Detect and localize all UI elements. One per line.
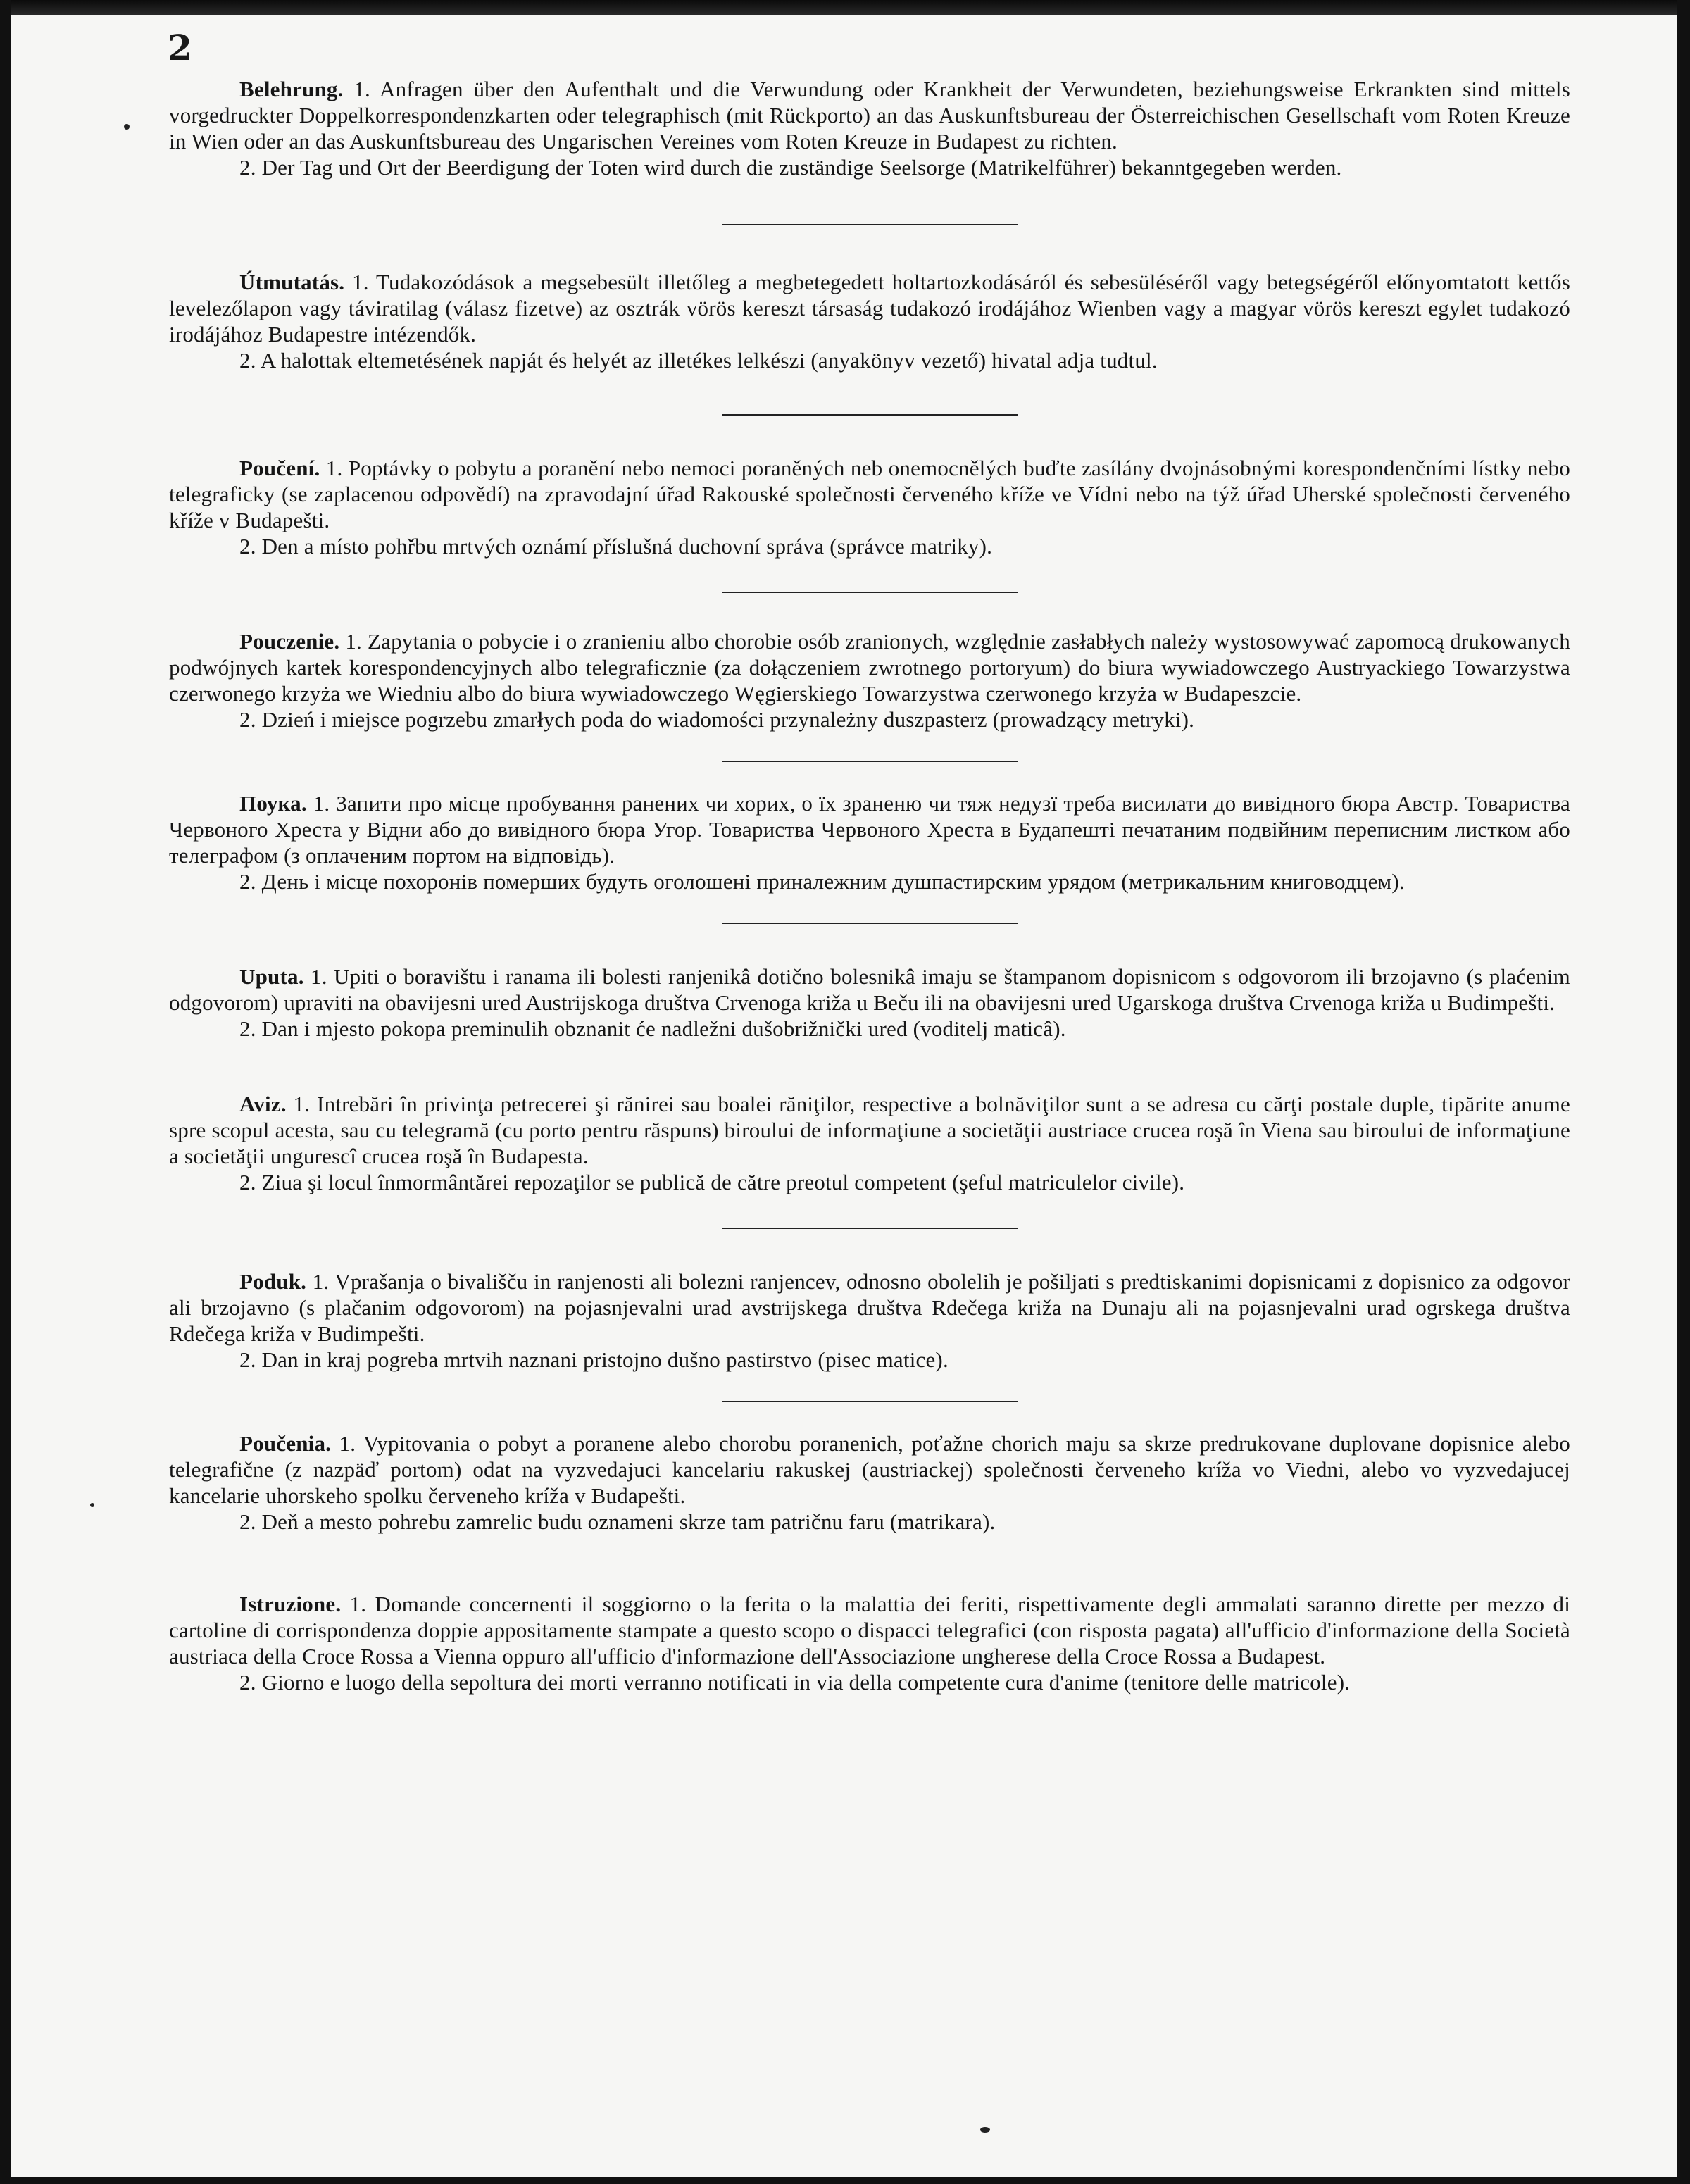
section-paragraph-2: 2. A halottak eltemetésének napját és helyét az illetékes lelkészi (anyakönyv vezető) hivatal adja tudtul. <box>239 348 1158 373</box>
section-divider <box>722 592 1018 593</box>
scan-speck <box>124 124 130 130</box>
section-heading: Pouczenie. <box>239 629 340 654</box>
section-paragraph-1 <box>169 790 1570 868</box>
page-number: 2 <box>168 27 192 68</box>
section-heading: Poučení. <box>239 456 320 480</box>
section-text: 1. Запити про місце пробування ранених чи хорих, о їх зраненю чи тяж недузї треба висилати до вивідного бюра Австр. Товариства Червоного Хреста у Відни або до вивідного бюра Угор. Товариства Червоного Хреста в Будапешті печатаним подвійним переписним листком або телеграфом (з оплаченим портом на відповідь). <box>169 791 1571 868</box>
section-paragraph-1 <box>169 628 1570 706</box>
section-text: 1. Vprašanja o bivališču in ranjenosti ali bolezni ranjencev, odnosno obolelih je pošiljati s predtiskanimi dopisnicami z dopisnico za odgovor ali brzojavno (s plačanim odgovorom) na pojasnjevalni urad avstrijskega društva Rdečega križa na Dunaju ali na pojasnjevalni urad ogrskega društva Rdečega križa v Budimpešti. <box>169 1269 1570 1346</box>
section-text: 1. Zapytania o pobycie i o zranieniu albo chorobie osób zranionych, względnie zasłabłych należy wystosowywać zapomocą drukowanych podwójnych kartek korespondencyjnych albo telegraficznie (za dołączeniem zwrotnego portoryum) do biura wywiadowczego Austryackiego Towarzystwa czerwonego krzyża we Wiedniu albo do biura wywiadowczego Węgierskiego Towarzystwa czerwonego krzyża w Budapeszcie. <box>169 629 1571 706</box>
section-paragraph-1 <box>169 1430 1570 1509</box>
section-paragraph-1 <box>169 963 1570 1016</box>
section-italian <box>169 1591 1570 1695</box>
section-german <box>169 76 1570 225</box>
section-slovenian <box>169 1268 1570 1402</box>
scan-speck <box>980 2127 990 2133</box>
section-paragraph-2: 2. Dan i mjesto pokopa preminulih obznanit će nadležni dušobrižnički ured (voditelj maticâ). <box>239 1016 1066 1041</box>
section-paragraph-2: 2. Dan in kraj pogreba mrtvih naznani pristojno dušno pastirstvo (pisec matice). <box>239 1347 949 1372</box>
section-czech <box>169 455 1570 593</box>
section-text: 1. Vypitovania o pobyt a poranene alebo chorobu poranenich, poťažne chorich maju sa skrze predrukovane duplovane dopisnice alebo telegrafične (z nazpäď portom) odat na vyzvedajuci kancelariu rakuskej (austriackej) společnosti červeneho kríža vo Viedni, alebo vo vyzvedajucej kancelarie uhorskeho spolku červeneho kríža v Budapešti. <box>169 1431 1571 1508</box>
section-paragraph-1 <box>169 1591 1570 1669</box>
section-polish <box>169 628 1570 762</box>
section-text: 1. Domande concernenti il soggiorno o la ferita o la malattia dei feriti, rispettivamente degli ammalati saranno dirette per mezzo di cartoline di corrispondenza doppie appositamente stampate a questo scopo o dispacci telegrafici (con risposta pagata) all'ufficio d'informazione della Società austriaca della Croce Rossa a Vienna oppuro all'ufficio d'informazione dell'Associazione ungherese della Croce Rossa a Budapest. <box>169 1592 1571 1668</box>
section-divider <box>722 224 1018 225</box>
section-paragraph-2: 2. Giorno e luogo della sepoltura dei morti verranno notificati in via della competente cura d'anime (tenitore delle matricole). <box>239 1670 1351 1695</box>
section-heading: Uputa. <box>239 964 304 989</box>
section-paragraph-1 <box>169 1268 1570 1347</box>
section-divider <box>722 761 1018 762</box>
section-slovak <box>169 1430 1570 1535</box>
section-heading: Istruzione. <box>239 1592 342 1616</box>
scan-border-left <box>0 0 11 2184</box>
section-heading: Поука. <box>239 791 307 816</box>
section-paragraph-1 <box>169 76 1570 154</box>
scan-speck <box>90 1503 94 1507</box>
scan-border-top <box>0 0 1690 15</box>
section-divider <box>722 1228 1018 1229</box>
section-hungarian <box>169 269 1570 416</box>
section-heading: Aviz. <box>239 1092 287 1116</box>
section-heading: Poučenia. <box>239 1431 332 1456</box>
section-text: 1. Intrebări în privinţa petrecerei şi rănirei sau boalei răniţilor, respective a bolnăviţilor sunt a se adresa cu cărţi postale duple, tipărite anume spre scopul acesta, sau cu telegramă (cu porto pentru răspuns) biroului de informaţiune a societăţii austriace crucea roşă în Viena sau biroului de informaţiune a societăţii ungurescî crucea roşă în Budapesta. <box>169 1092 1570 1168</box>
section-paragraph-2: 2. Dzień i miejsce pogrzebu zmarłych poda do wiadomości przynależny duszpasterz (prowadzący metryki). <box>239 707 1195 732</box>
section-paragraph-2: 2. Den a místo pohřbu mrtvých oznámí příslušná duchovní správa (správce matriky). <box>239 534 993 559</box>
section-text: 1. Tudakozódások a megsebesült illetőleg a megbetegedett holtartozkodásáról és sebesüléséről vagy betegségéről előnyomtatott kettős levelezőlapon vagy táviratilag (válasz fizetve) az osztrák vörös kereszt társaság tudakozó irodájához Wienben vagy a magyar vörös kereszt egylet tudakozó irodájához Budapestre intézendők. <box>169 270 1571 347</box>
section-divider <box>722 1401 1018 1402</box>
section-heading: Poduk. <box>239 1269 307 1294</box>
section-heading: Belehrung. <box>239 77 344 101</box>
section-paragraph-2: 2. Deň a mesto pohrebu zamrelic budu oznameni skrze tam patričnu faru (matrikara). <box>239 1509 996 1534</box>
section-divider <box>722 923 1018 924</box>
section-text: 1. Poptávky o pobytu a poranění nebo nemoci poraněných neb onemocnělých buďte zasílány dvojnásobnými korespondenčními lístky nebo telegraficky (se zaplacenou odpovědí) na zpravodajní úřad Rakouské společnosti červeného kříže ve Vídni nebo na týž úřad Uherské společnosti červeného kříže v Budapešti. <box>169 456 1570 532</box>
section-croatian <box>169 963 1570 1042</box>
instructions-body <box>169 76 1570 1695</box>
section-ukrainian <box>169 790 1570 924</box>
section-romanian <box>169 1091 1570 1229</box>
section-text: 1. Anfragen über den Aufenthalt und die Verwundung oder Krankheit der Verwundeten, beziehungsweise Erkrankten sind mittels vorgedruckter Doppelkorrespondenzkarten oder telegraphisch (mit Rückporto) an das Auskunftsbureau der Österreichischen Gesellschaft vom Roten Kreuze in Wien oder an das Auskunftsbureau des Ungarischen Vereines vom Roten Kreuze in Budapest zu richten. <box>169 77 1570 154</box>
section-paragraph-1 <box>169 1091 1570 1169</box>
section-text: 1. Upiti o boravištu i ranama ili bolesti ranjenikâ dotično bolesnikâ imaju se štampanom dopisnicom s odgovorom ili brzojavno (s plaćenim odgovorom) upraviti na obavijesni ured Austrijskoga društva Crvenoga križa u Beču ili na obavijesni ured Ugarskoga društva Crvenoga križa u Budimpešti. <box>169 964 1570 1015</box>
section-paragraph-2: 2. День і місце похоронів померших будуть оголошені приналежним душпастирским урядом (метрикальним книговодцем). <box>239 869 1405 894</box>
section-paragraph-2: 2. Der Tag und Ort der Beerdigung der Toten wird durch die zuständige Seelsorge (Matrikelführer) bekanntgegeben werden. <box>239 155 1342 180</box>
section-heading: Útmutatás. <box>239 270 345 294</box>
section-paragraph-1 <box>169 269 1570 347</box>
scan-border-bottom <box>0 2177 1690 2184</box>
section-paragraph-1 <box>169 455 1570 533</box>
section-divider <box>722 414 1018 416</box>
section-paragraph-2: 2. Ziua şi locul înmormântărei repozaţilor se publică de către preotul competent (şeful matriculelor civile). <box>239 1170 1185 1194</box>
scan-border-right <box>1677 0 1690 2184</box>
